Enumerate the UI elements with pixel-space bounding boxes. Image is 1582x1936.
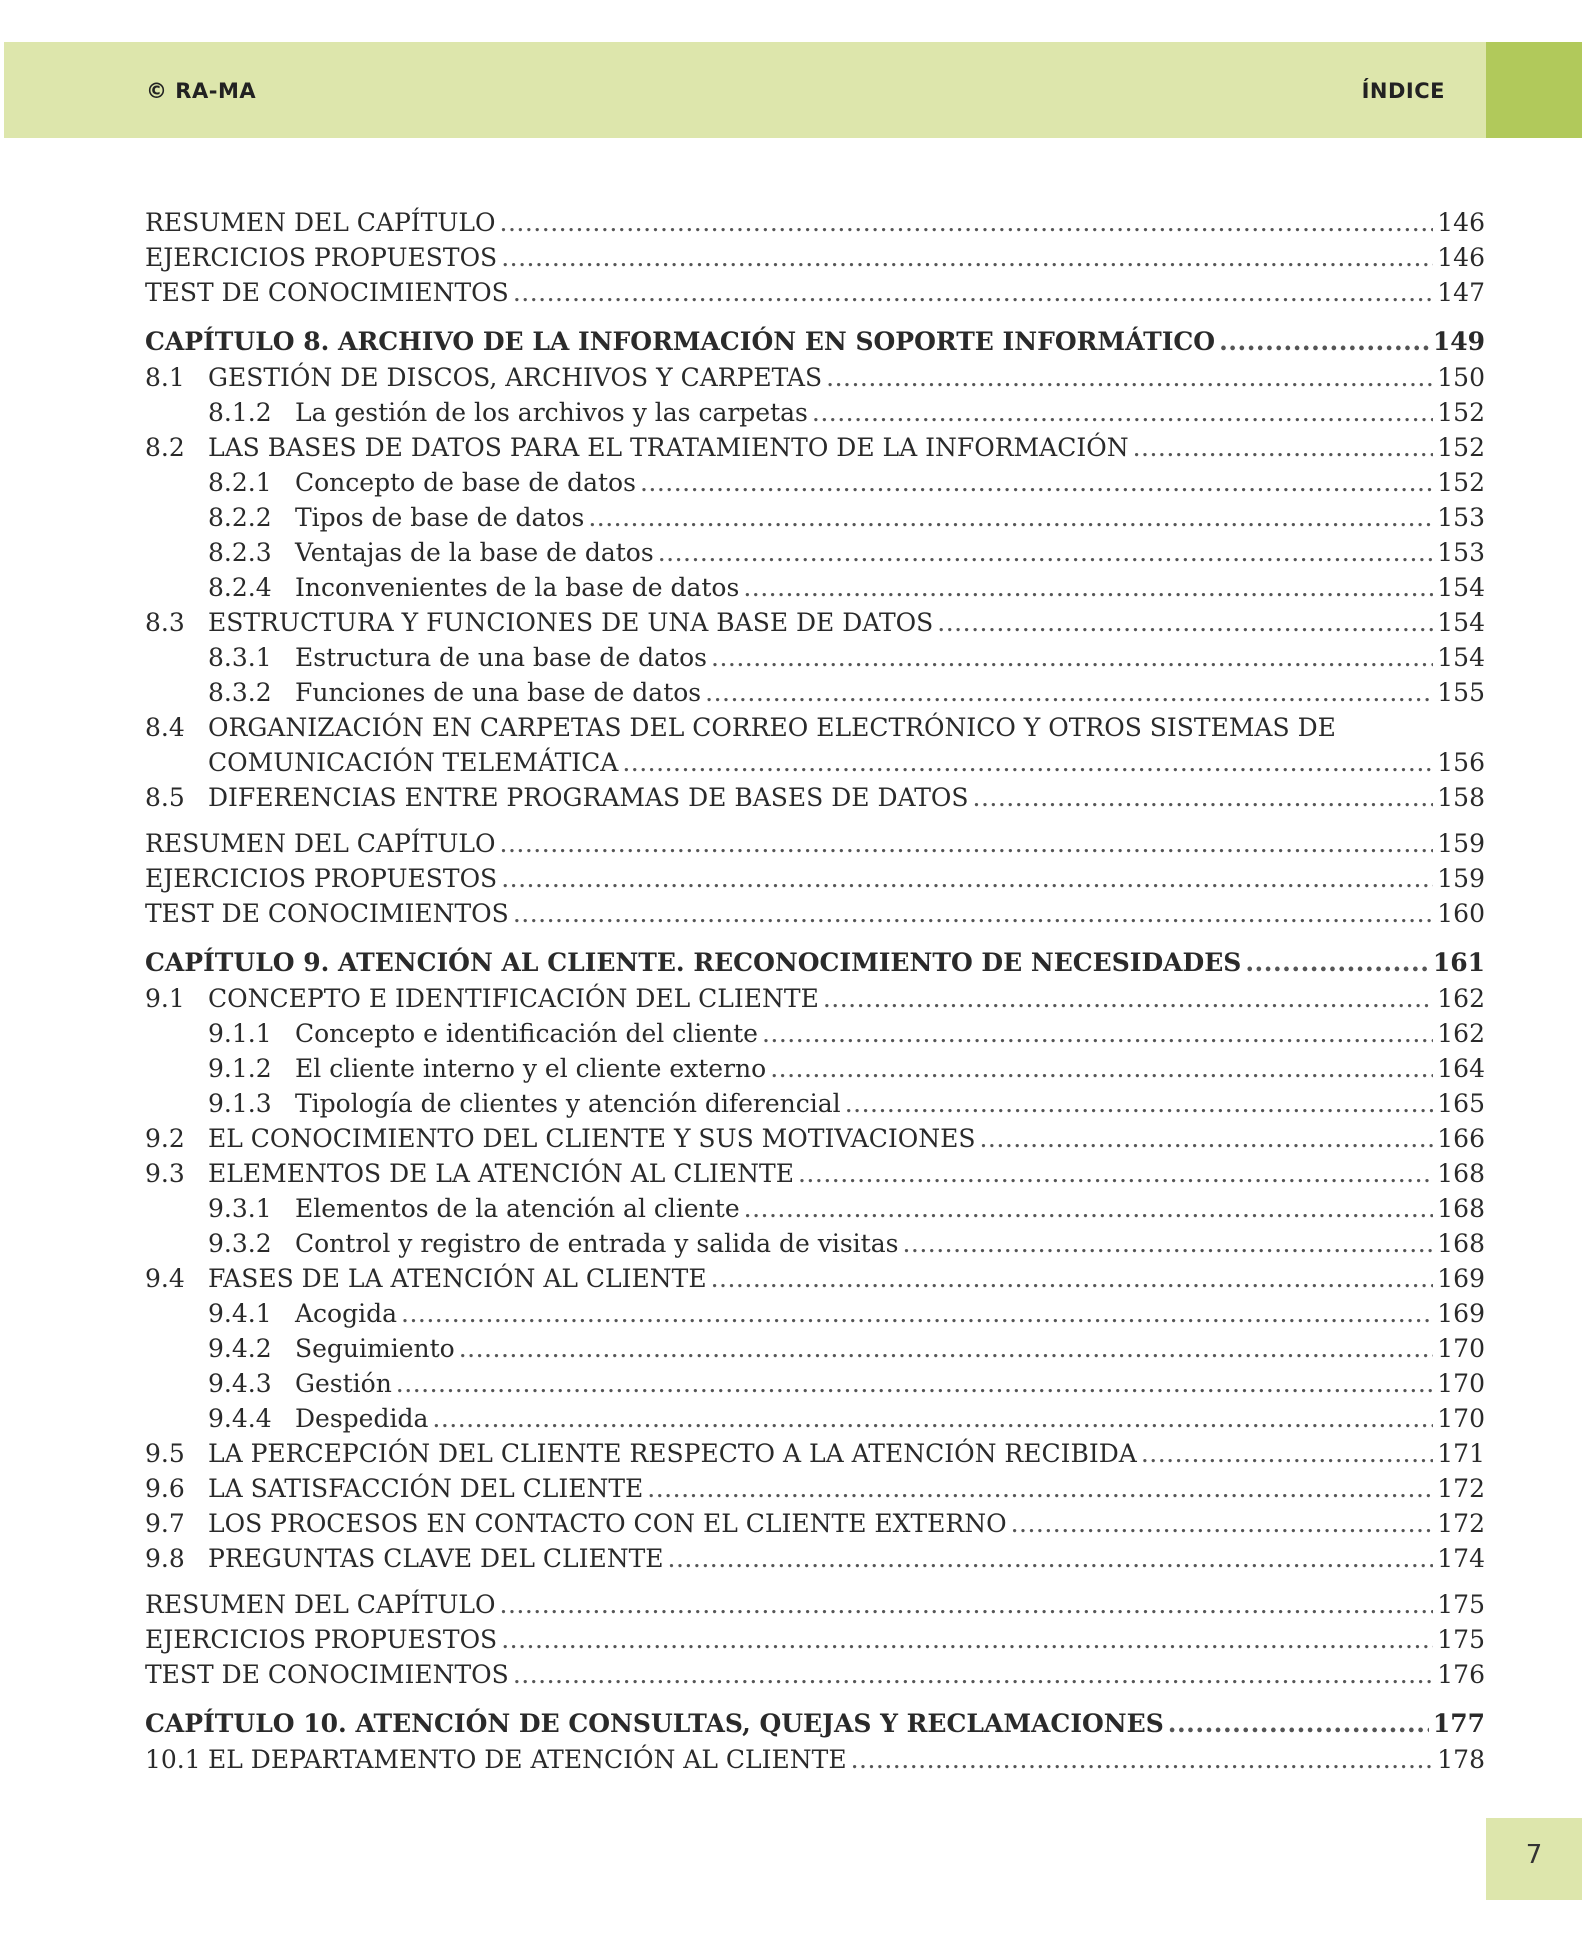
toc-entry-title: RESUMEN DEL CAPÍTULO bbox=[145, 829, 496, 858]
toc-summary-entry bbox=[145, 205, 1485, 240]
toc-entry-title: Ventajas de la base de datos bbox=[295, 538, 654, 567]
dot-leader bbox=[501, 1622, 1433, 1657]
toc-section-entry bbox=[145, 1261, 1485, 1296]
toc-entry-title: LOS PROCESOS EN CONTACTO CON EL CLIENTE EXTERNO bbox=[208, 1509, 1007, 1538]
toc-subsection-entry bbox=[145, 1016, 1485, 1051]
dot-leader bbox=[798, 1156, 1433, 1191]
toc-entry-title: Despedida bbox=[295, 1404, 429, 1433]
toc-section-entry bbox=[145, 780, 1485, 815]
dot-leader bbox=[743, 570, 1433, 605]
toc-entry-page: 169 bbox=[1437, 1264, 1485, 1293]
toc-entry-page: 168 bbox=[1437, 1194, 1485, 1223]
toc-summary-entry bbox=[145, 1622, 1485, 1657]
dot-leader bbox=[640, 465, 1433, 500]
toc-subsection-entry bbox=[145, 1331, 1485, 1366]
toc-entry-number: 9.2 bbox=[145, 1124, 185, 1153]
dot-leader bbox=[668, 1541, 1434, 1576]
toc-entry-page: 152 bbox=[1437, 398, 1485, 427]
toc-entry-page: 153 bbox=[1437, 538, 1485, 567]
toc-entry-title: Control y registro de entrada y salida de visitas bbox=[295, 1229, 899, 1258]
toc-entry-page: 162 bbox=[1437, 1019, 1485, 1048]
toc-subsection-entry bbox=[145, 675, 1485, 710]
toc-entry-page: 168 bbox=[1437, 1159, 1485, 1188]
toc-chapter-entry bbox=[145, 1706, 1485, 1742]
toc-section-entry bbox=[145, 1471, 1485, 1506]
toc-entry-page: 149 bbox=[1432, 327, 1485, 356]
toc-entry-page: 175 bbox=[1437, 1625, 1485, 1654]
toc-entry-title: GESTIÓN DE DISCOS, ARCHIVOS Y CARPETAS bbox=[208, 363, 823, 392]
toc-summary-entry bbox=[145, 240, 1485, 275]
toc-entry-page: 174 bbox=[1437, 1544, 1485, 1573]
toc-subsection-entry bbox=[145, 1086, 1485, 1121]
toc-entry-page: 154 bbox=[1437, 573, 1485, 602]
toc-entry-page: 156 bbox=[1437, 748, 1485, 777]
toc-section-continuation bbox=[145, 745, 1485, 780]
toc-entry-title: Tipos de base de datos bbox=[295, 503, 585, 532]
toc-entry-title: El cliente interno y el cliente externo bbox=[295, 1054, 767, 1083]
toc-entry-page: 170 bbox=[1437, 1369, 1485, 1398]
toc-entry-page: 176 bbox=[1437, 1660, 1485, 1689]
dot-leader bbox=[979, 1121, 1433, 1156]
toc-entry-number: 9.3.1 bbox=[208, 1194, 272, 1223]
toc-section-entry bbox=[145, 1121, 1485, 1156]
toc-entry-title: ORGANIZACIÓN EN CARPETAS DEL CORREO ELECTRÓNICO Y OTROS SISTEMAS DE bbox=[208, 713, 1336, 742]
toc-entry-title: LAS BASES DE DATOS PARA EL TRATAMIENTO DE LA INFORMACIÓN bbox=[208, 433, 1129, 462]
toc-entry-page: 165 bbox=[1437, 1089, 1485, 1118]
toc-subsection-entry bbox=[145, 1401, 1485, 1436]
toc-entry-number: 8.1 bbox=[145, 363, 185, 392]
dot-leader bbox=[432, 1401, 1433, 1436]
toc-subsection-entry bbox=[145, 1191, 1485, 1226]
toc-entry-title: CAPÍTULO 8. ARCHIVO DE LA INFORMACIÓN EN SOPORTE INFORMÁTICO bbox=[145, 327, 1216, 356]
toc-entry-number: 9.3.2 bbox=[208, 1229, 272, 1258]
toc-entry-page: 172 bbox=[1437, 1474, 1485, 1503]
toc-entry-number: 8.2.1 bbox=[208, 468, 272, 497]
toc-section-entry bbox=[145, 981, 1485, 1016]
toc-entry-page: 162 bbox=[1437, 984, 1485, 1013]
dot-leader bbox=[396, 1366, 1433, 1401]
toc-entry-number: 8.3.1 bbox=[208, 643, 272, 672]
dot-leader bbox=[711, 640, 1433, 675]
dot-leader bbox=[1133, 430, 1434, 465]
toc-summary-entry bbox=[145, 826, 1485, 861]
toc-subsection-entry bbox=[145, 1296, 1485, 1331]
toc-entry-title: Gestión bbox=[295, 1369, 392, 1398]
toc-entry-title: TEST DE CONOCIMIENTOS bbox=[145, 1660, 509, 1689]
dot-leader bbox=[401, 1296, 1433, 1331]
header-tab-accent bbox=[1486, 42, 1582, 138]
dot-leader bbox=[812, 395, 1433, 430]
dot-leader bbox=[513, 275, 1433, 310]
toc-entry-number: 8.2.3 bbox=[208, 538, 272, 567]
toc-subsection-entry bbox=[145, 465, 1485, 500]
toc-subsection-entry bbox=[145, 500, 1485, 535]
toc-section-entry bbox=[145, 1156, 1485, 1191]
toc-entry-number: 8.5 bbox=[145, 783, 185, 812]
toc-entry-number: 8.3.2 bbox=[208, 678, 272, 707]
toc-section-entry bbox=[145, 605, 1485, 640]
dot-leader bbox=[851, 1742, 1434, 1777]
toc-section-entry bbox=[145, 710, 1485, 745]
dot-leader bbox=[500, 826, 1434, 861]
toc-entry-page: 166 bbox=[1437, 1124, 1485, 1153]
toc-entry-page: 158 bbox=[1437, 783, 1485, 812]
toc-entry-page: 161 bbox=[1432, 948, 1485, 977]
dot-leader bbox=[588, 500, 1433, 535]
toc-entry-title: LA SATISFACCIÓN DEL CLIENTE bbox=[208, 1474, 644, 1503]
toc-entry-number: 9.1.1 bbox=[208, 1019, 272, 1048]
section-title: ÍNDICE bbox=[1361, 79, 1445, 103]
dot-leader bbox=[658, 535, 1434, 570]
toc-entry-title: TEST DE CONOCIMIENTOS bbox=[145, 278, 509, 307]
toc-entry-page: 160 bbox=[1437, 899, 1485, 928]
dot-leader bbox=[500, 1587, 1434, 1622]
dot-leader bbox=[711, 1261, 1434, 1296]
toc-entry-number: 9.1.2 bbox=[208, 1054, 272, 1083]
toc-entry-number: 8.3 bbox=[145, 608, 185, 637]
toc-entry-title: Tipología de clientes y atención diferencial bbox=[295, 1089, 841, 1118]
toc-subsection-entry bbox=[145, 395, 1485, 430]
toc-entry-page: 146 bbox=[1437, 243, 1485, 272]
toc-entry-number: 9.5 bbox=[145, 1439, 185, 1468]
toc-subsection-entry bbox=[145, 570, 1485, 605]
dot-leader bbox=[501, 240, 1433, 275]
toc-summary-entry bbox=[145, 275, 1485, 310]
toc-entry-title: COMUNICACIÓN TELEMÁTICA bbox=[208, 748, 619, 777]
toc-entry-title: Estructura de una base de datos bbox=[295, 643, 707, 672]
toc-entry-title: CAPÍTULO 10. ATENCIÓN DE CONSULTAS, QUEJAS Y RECLAMACIONES bbox=[145, 1709, 1164, 1738]
toc-entry-page: 171 bbox=[1437, 1439, 1485, 1468]
dot-leader bbox=[823, 981, 1433, 1016]
dot-leader bbox=[513, 896, 1433, 931]
toc-entry-title: DIFERENCIAS ENTRE PROGRAMAS DE BASES DE DATOS bbox=[208, 783, 969, 812]
toc-entry-number: 8.2.4 bbox=[208, 573, 272, 602]
toc-entry-page: 152 bbox=[1437, 433, 1485, 462]
toc-entry-number: 9.3 bbox=[145, 1159, 185, 1188]
dot-leader bbox=[902, 1226, 1433, 1261]
toc-summary-entry bbox=[145, 1587, 1485, 1622]
dot-leader bbox=[1141, 1436, 1433, 1471]
dot-leader bbox=[513, 1657, 1433, 1692]
dot-leader bbox=[973, 780, 1434, 815]
toc-entry-title: EL DEPARTAMENTO DE ATENCIÓN AL CLIENTE bbox=[208, 1745, 847, 1774]
toc-entry-number: 10.1 bbox=[145, 1745, 201, 1774]
toc-subsection-entry bbox=[145, 1226, 1485, 1261]
dot-leader bbox=[622, 745, 1433, 780]
toc-entry-number: 9.1.3 bbox=[208, 1089, 272, 1118]
toc-section-entry bbox=[145, 1436, 1485, 1471]
toc-entry-number: 9.4.4 bbox=[208, 1404, 272, 1433]
dot-leader bbox=[826, 360, 1433, 395]
toc-entry-page: 164 bbox=[1437, 1054, 1485, 1083]
toc-entry-page: 154 bbox=[1437, 608, 1485, 637]
toc-entry-number: 9.1 bbox=[145, 984, 185, 1013]
toc-entry-page: 168 bbox=[1437, 1229, 1485, 1258]
toc-subsection-entry bbox=[145, 1366, 1485, 1401]
dot-leader bbox=[647, 1471, 1433, 1506]
toc-entry-title: Concepto e identificación del cliente bbox=[295, 1019, 758, 1048]
dot-leader bbox=[501, 861, 1433, 896]
dot-leader bbox=[1219, 324, 1429, 359]
toc-entry-title: TEST DE CONOCIMIENTOS bbox=[145, 899, 509, 928]
toc-entry-page: 154 bbox=[1437, 643, 1485, 672]
toc-entry-title: LA PERCEPCIÓN DEL CLIENTE RESPECTO A LA ATENCIÓN RECIBIDA bbox=[208, 1439, 1137, 1468]
toc-entry-page: 147 bbox=[1437, 278, 1485, 307]
toc-entry-title: RESUMEN DEL CAPÍTULO bbox=[145, 1590, 496, 1619]
toc-entry-page: 155 bbox=[1437, 678, 1485, 707]
toc-summary-entry bbox=[145, 861, 1485, 896]
toc-entry-page: 152 bbox=[1437, 468, 1485, 497]
toc-section-entry bbox=[145, 360, 1485, 395]
toc-subsection-entry bbox=[145, 535, 1485, 570]
dot-leader bbox=[770, 1051, 1433, 1086]
toc-section-entry bbox=[145, 430, 1485, 465]
toc-entry-number: 9.7 bbox=[145, 1509, 185, 1538]
toc-entry-page: 170 bbox=[1437, 1334, 1485, 1363]
toc-entry-page: 159 bbox=[1437, 864, 1485, 893]
dot-leader bbox=[762, 1016, 1433, 1051]
toc-entry-number: 8.4 bbox=[145, 713, 185, 742]
toc-entry-number: 9.4.2 bbox=[208, 1334, 272, 1363]
toc-entry-number: 9.4 bbox=[145, 1264, 185, 1293]
publisher-label: © RA-MA bbox=[146, 79, 257, 103]
toc-entry-title: PREGUNTAS CLAVE DEL CLIENTE bbox=[208, 1544, 664, 1573]
toc-entry-title: RESUMEN DEL CAPÍTULO bbox=[145, 208, 496, 237]
toc-entry-title: EL CONOCIMIENTO DEL CLIENTE Y SUS MOTIVACIONES bbox=[208, 1124, 976, 1153]
toc-chapter-entry bbox=[145, 324, 1485, 360]
dot-leader bbox=[1245, 945, 1428, 980]
toc-entry-title: EJERCICIOS PROPUESTOS bbox=[145, 864, 498, 893]
toc-section-entry bbox=[145, 1541, 1485, 1576]
toc-entry-number: 8.1.2 bbox=[208, 398, 272, 427]
toc-section-entry bbox=[145, 1742, 1485, 1777]
dot-leader bbox=[1011, 1506, 1434, 1541]
toc-subsection-entry bbox=[145, 640, 1485, 675]
toc-entry-number: 8.2 bbox=[145, 433, 185, 462]
dot-leader bbox=[500, 205, 1434, 240]
toc-summary-entry bbox=[145, 1657, 1485, 1692]
toc-chapter-entry bbox=[145, 945, 1485, 981]
toc-entry-page: 159 bbox=[1437, 829, 1485, 858]
toc-entry-title: Inconvenientes de la base de datos bbox=[295, 573, 740, 602]
toc-entry-page: 175 bbox=[1437, 1590, 1485, 1619]
toc-entry-title: EJERCICIOS PROPUESTOS bbox=[145, 243, 498, 272]
toc-section-entry bbox=[145, 1506, 1485, 1541]
dot-leader bbox=[937, 605, 1433, 640]
toc-entry-title: FASES DE LA ATENCIÓN AL CLIENTE bbox=[208, 1264, 707, 1293]
toc-entry-page: 170 bbox=[1437, 1404, 1485, 1433]
toc-entry-number: 8.2.2 bbox=[208, 503, 272, 532]
toc-entry-number: 9.4.1 bbox=[208, 1299, 272, 1328]
dot-leader bbox=[845, 1086, 1434, 1121]
toc-entry-title: Seguimiento bbox=[295, 1334, 455, 1363]
dot-leader bbox=[744, 1191, 1434, 1226]
toc-entry-title: Elementos de la atención al cliente bbox=[295, 1194, 740, 1223]
toc-entry-number: 9.6 bbox=[145, 1474, 185, 1503]
toc-entry-title: ESTRUCTURA Y FUNCIONES DE UNA BASE DE DATOS bbox=[208, 608, 934, 637]
toc-entry-title: ELEMENTOS DE LA ATENCIÓN AL CLIENTE bbox=[208, 1159, 794, 1188]
dot-leader bbox=[705, 675, 1433, 710]
toc-entry-title: CAPÍTULO 9. ATENCIÓN AL CLIENTE. RECONOCIMIENTO DE NECESIDADES bbox=[145, 948, 1242, 977]
toc-entry-page: 169 bbox=[1437, 1299, 1485, 1328]
toc-entry-title: Funciones de una base de datos bbox=[295, 678, 702, 707]
toc-entry-title: Concepto de base de datos bbox=[295, 468, 636, 497]
toc-entry-title: EJERCICIOS PROPUESTOS bbox=[145, 1625, 498, 1654]
toc-entry-title: La gestión de los archivos y las carpetas bbox=[295, 398, 808, 427]
toc-entry-title: CONCEPTO E IDENTIFICACIÓN DEL CLIENTE bbox=[208, 984, 819, 1013]
toc-entry-page: 153 bbox=[1437, 503, 1485, 532]
toc-entry-number: 9.8 bbox=[145, 1544, 185, 1573]
dot-leader bbox=[1168, 1706, 1429, 1741]
toc-summary-entry bbox=[145, 896, 1485, 931]
toc-entry-number: 9.4.3 bbox=[208, 1369, 272, 1398]
toc-entry-page: 177 bbox=[1432, 1709, 1485, 1738]
dot-leader bbox=[459, 1331, 1434, 1366]
toc-entry-page: 178 bbox=[1437, 1745, 1485, 1774]
toc-entry-page: 172 bbox=[1437, 1509, 1485, 1538]
toc-entry-page: 146 bbox=[1437, 208, 1485, 237]
page-number: 7 bbox=[1525, 1840, 1543, 1870]
table-of-contents bbox=[145, 194, 1485, 1777]
toc-entry-title: Acogida bbox=[295, 1299, 398, 1328]
toc-subsection-entry bbox=[145, 1051, 1485, 1086]
toc-entry-page: 150 bbox=[1437, 363, 1485, 392]
